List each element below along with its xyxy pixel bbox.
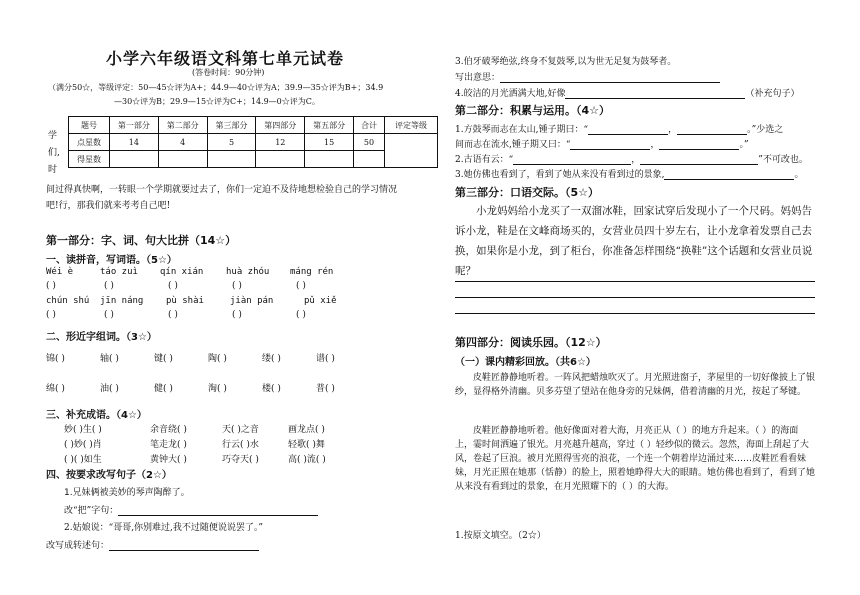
- char-item[interactable]: 普( ): [316, 384, 335, 394]
- table-row: [69, 151, 438, 168]
- part3-prompt: 小龙妈妈给小龙买了一双溜冰鞋，回家试穿后发现小了一个尺码。妈妈告诉小龙，鞋是在文峰商场买的，女营业员四十岁左右，让小龙拿着发票自己去换，如果你是小龙，到了柜台，你准备怎样围绕“换鞋”这个话题和女营业员说呢？: [455, 205, 813, 277]
- table-header-cell: 第三部分: [207, 117, 256, 134]
- answer-box[interactable]: ( ): [168, 281, 178, 291]
- continued-q4: [455, 86, 799, 99]
- char-item[interactable]: 键( ): [154, 354, 173, 364]
- score-input-cell[interactable]: [110, 151, 159, 168]
- reading-question-1: 1.按原文填空。（2☆）: [455, 531, 546, 541]
- answer-line[interactable]: [659, 140, 739, 150]
- char-item[interactable]: 绵( ): [46, 384, 65, 394]
- score-input-cell[interactable]: [305, 151, 354, 168]
- answer-line[interactable]: [455, 313, 815, 314]
- table-header-cell: 第二部分: [158, 117, 207, 134]
- side-label-1: 学: [48, 131, 58, 141]
- table-cell: 12: [256, 134, 305, 151]
- part4-subtitle: （一）课内精彩回放。（共6☆）: [455, 357, 596, 368]
- line-text: ”少选之: [751, 125, 784, 135]
- accumulation-line-1: 1.方鼓琴而志在太山,锺子期曰：“ ， 。”少选之: [455, 125, 784, 135]
- table-row: [69, 134, 438, 151]
- idiom-item[interactable]: 巧夺天( ): [222, 455, 259, 465]
- score-table-header: [69, 117, 438, 134]
- line-text: 1.方鼓琴而志在太山,锺子期曰：“: [455, 125, 589, 135]
- table-cell: 5: [207, 134, 256, 151]
- grading-line-2: —30☆评为B；29.9—15☆评为C+；14.9—0☆评为C。: [114, 97, 320, 106]
- answer-box[interactable]: ( ): [296, 310, 306, 320]
- answer-line[interactable]: [455, 297, 815, 298]
- sentence-1-requirement: [64, 503, 318, 516]
- score-input-cell[interactable]: [354, 151, 385, 168]
- pinyin-4: huà zhóu: [226, 267, 270, 277]
- idiom-item[interactable]: 笔走龙( ): [150, 440, 187, 450]
- part1-title: 第一部分：字、词、句大比拼（14☆）: [46, 234, 237, 247]
- idiom-item[interactable]: ( )( )如生: [64, 455, 102, 465]
- sentence-text: 4.皎洁的月光洒满大地,好像: [455, 89, 566, 99]
- part4-title: 第四部分：阅读乐园。（12☆）: [455, 336, 607, 349]
- char-item[interactable]: 淘( ): [208, 384, 227, 394]
- pinyin-3: qín xián: [160, 267, 204, 277]
- table-header-cell: 第四部分: [256, 117, 305, 134]
- side-label-3: 时: [48, 165, 58, 175]
- idiom-item[interactable]: 余音绕( ): [150, 425, 187, 435]
- intro-line-2: 吧!行，那我们就来考考自己吧!: [46, 201, 171, 211]
- q3-title: 三、补充成语。（4☆）: [46, 410, 147, 421]
- requirement-label: 写出意思：: [455, 73, 501, 83]
- page-title: 小学六年级语文科第七单元试卷: [106, 49, 345, 68]
- answer-line[interactable]: [455, 281, 815, 282]
- pinyin-7: jīn náng: [100, 296, 144, 306]
- idiom-item[interactable]: 天( )之音: [222, 425, 259, 435]
- line-text: ”不可改也。: [758, 155, 808, 165]
- idiom-item[interactable]: 轻歌( )舞: [288, 440, 325, 450]
- sentence-2: 2.姑娘说：“哥哥,你别难过,我不过随便说说罢了。”: [64, 523, 264, 533]
- pinyin-9: jiàn pán: [230, 296, 274, 306]
- char-item[interactable]: 油( ): [100, 384, 119, 394]
- char-item[interactable]: 陶( ): [208, 354, 227, 364]
- idiom-item[interactable]: 妙( )生( ): [64, 425, 102, 435]
- accumulation-line-3: 2.古语有云：“ ， ”不可改也。: [455, 155, 808, 165]
- char-item[interactable]: 缕( ): [262, 354, 281, 364]
- idiom-item[interactable]: 高( )流( ): [288, 455, 326, 465]
- continued-q3-requirement: [455, 70, 720, 83]
- side-label-2: 们,: [48, 148, 60, 158]
- accumulation-line-4: 3.她仿佛也看到了，看到了她从来没有看到过的景象, 。: [455, 170, 804, 180]
- q2-title: 二、形近字组词。（3☆）: [46, 332, 157, 343]
- table-cell: 50: [354, 134, 385, 151]
- answer-line[interactable]: [109, 541, 259, 551]
- answer-line[interactable]: [640, 155, 758, 165]
- answer-box[interactable]: ( ): [232, 310, 242, 320]
- pinyin-8: pù shài: [166, 296, 204, 306]
- answer-box[interactable]: ( ): [104, 281, 114, 291]
- pinyin-2: táo zuì: [100, 267, 138, 277]
- score-table: [68, 116, 438, 168]
- answer-box[interactable]: ( ): [232, 281, 242, 291]
- char-item[interactable]: 轴( ): [100, 354, 119, 364]
- answer-line[interactable]: [500, 73, 720, 83]
- answer-line[interactable]: [677, 125, 747, 135]
- line-text: 间而志在流水,锺子期又曰：“: [455, 140, 571, 150]
- char-item[interactable]: 锦( ): [46, 354, 65, 364]
- sentence-note: （补充句子）: [745, 89, 800, 99]
- continued-q3: 3.伯牙破琴绝弦,终身不复鼓琴,以为世无足复为鼓琴者。: [455, 57, 677, 67]
- score-input-cell[interactable]: [256, 151, 305, 168]
- answer-line[interactable]: [513, 155, 631, 165]
- accumulation-line-2: 间而志在流水,锺子期又曰：“ ， 。”: [455, 140, 749, 150]
- q4-title: 四、按要求改写句子（2☆）: [46, 470, 172, 481]
- char-item[interactable]: 谱( ): [316, 354, 335, 364]
- table-header-cell: 评定等级: [385, 117, 438, 134]
- answer-line[interactable]: [664, 170, 794, 180]
- exam-time: (答卷时间：90分钟): [192, 68, 265, 77]
- pinyin-1: Wéi è: [46, 267, 74, 277]
- part2-title: 第二部分：积累与运用。（4☆）: [455, 104, 611, 117]
- reading-paragraph-2: 皮鞋匠静静地听着。他好像面对着大海，月亮正从（ ）的地方升起来。（ ）的海面上，霎时间洒遍了银光。月亮越升越高，穿过（ ）轻纱似的微云。忽然，海面上刮起了大风，卷起了巨浪。被月光照得雪亮的浪花，一个连一个朝着岸边涌过来……皮鞋匠看看妹妹，月光正照在她那（恬静）的脸上，照着她睁得大大的眼睛。她仿佛也看到了，看到了她从来没有看到过的景象，在月光照耀下的（ ）的大海。: [455, 426, 816, 492]
- table-cell: 15: [305, 134, 354, 151]
- line-text: 3.她仿佛也看到了，看到了她从来没有看到过的景象,: [455, 170, 665, 180]
- table-header-cell: 第一部分: [110, 117, 159, 134]
- requirement-label: 改写成转述句：: [46, 541, 110, 551]
- answer-box[interactable]: ( ): [46, 281, 56, 291]
- table-cell: 得星数: [69, 151, 110, 168]
- grading-line-1: （满分50☆，等级评定：50—45☆评为A+；44.9—40☆评为A；39.9—35☆评为B+；34.9: [48, 83, 384, 92]
- table-cell: 4: [158, 134, 207, 151]
- answer-line[interactable]: [118, 506, 318, 516]
- sentence-2-requirement: [46, 538, 259, 551]
- answer-box[interactable]: ( ): [168, 310, 178, 320]
- idiom-item[interactable]: ( )妙( )肖: [64, 440, 102, 450]
- table-header-cell: 第五部分: [305, 117, 354, 134]
- line-text: 2.古语有云：“: [455, 155, 514, 165]
- idiom-item[interactable]: 黄钟大( ): [150, 455, 187, 465]
- score-input-cell[interactable]: [158, 151, 207, 168]
- pinyin-10: pǔ xiě: [304, 296, 337, 306]
- part3-title: 第三部分：口语交际。（5☆）: [455, 186, 600, 199]
- intro-line-1: 间过得真快啊，一转眼一个学期就要过去了，你们一定迫不及待地想检验自己的学习情况: [46, 185, 398, 195]
- answer-line[interactable]: [570, 140, 650, 150]
- q1-title: 一、读拼音，写词语。（5☆）: [46, 255, 177, 266]
- pinyin-5: máng rén: [290, 267, 334, 277]
- pinyin-6: chún shú: [46, 296, 90, 306]
- answer-box[interactable]: ( ): [104, 310, 114, 320]
- idiom-item[interactable]: 行云( )水: [222, 440, 259, 450]
- reading-paragraph-1: 皮鞋匠静静地听着。一阵风把蜡烛吹灭了。月光照进窗子，茅屋里的一切好像披上了银纱，显得格外清幽。贝多芬望了望站在他身旁的兄妹俩，借着清幽的月光，按起了琴键。: [455, 373, 816, 397]
- table-cell: 14: [110, 134, 159, 151]
- sentence-1: 1.兄妹俩被美妙的琴声陶醉了。: [64, 488, 190, 498]
- char-item[interactable]: 健( ): [154, 384, 173, 394]
- table-header-cell: 题号: [69, 117, 110, 134]
- table-header-cell: 合计: [354, 117, 385, 134]
- score-input-cell[interactable]: [207, 151, 256, 168]
- answer-line[interactable]: [588, 125, 668, 135]
- answer-box[interactable]: ( ): [46, 310, 56, 320]
- requirement-label: 改“把”字句：: [64, 506, 119, 516]
- answer-line[interactable]: [565, 89, 745, 99]
- table-cell: 点星数: [69, 134, 110, 151]
- char-item[interactable]: 楼( ): [262, 384, 281, 394]
- answer-box[interactable]: ( ): [296, 281, 306, 291]
- grade-cell[interactable]: [385, 134, 438, 168]
- idiom-item[interactable]: 画龙点( ): [288, 425, 325, 435]
